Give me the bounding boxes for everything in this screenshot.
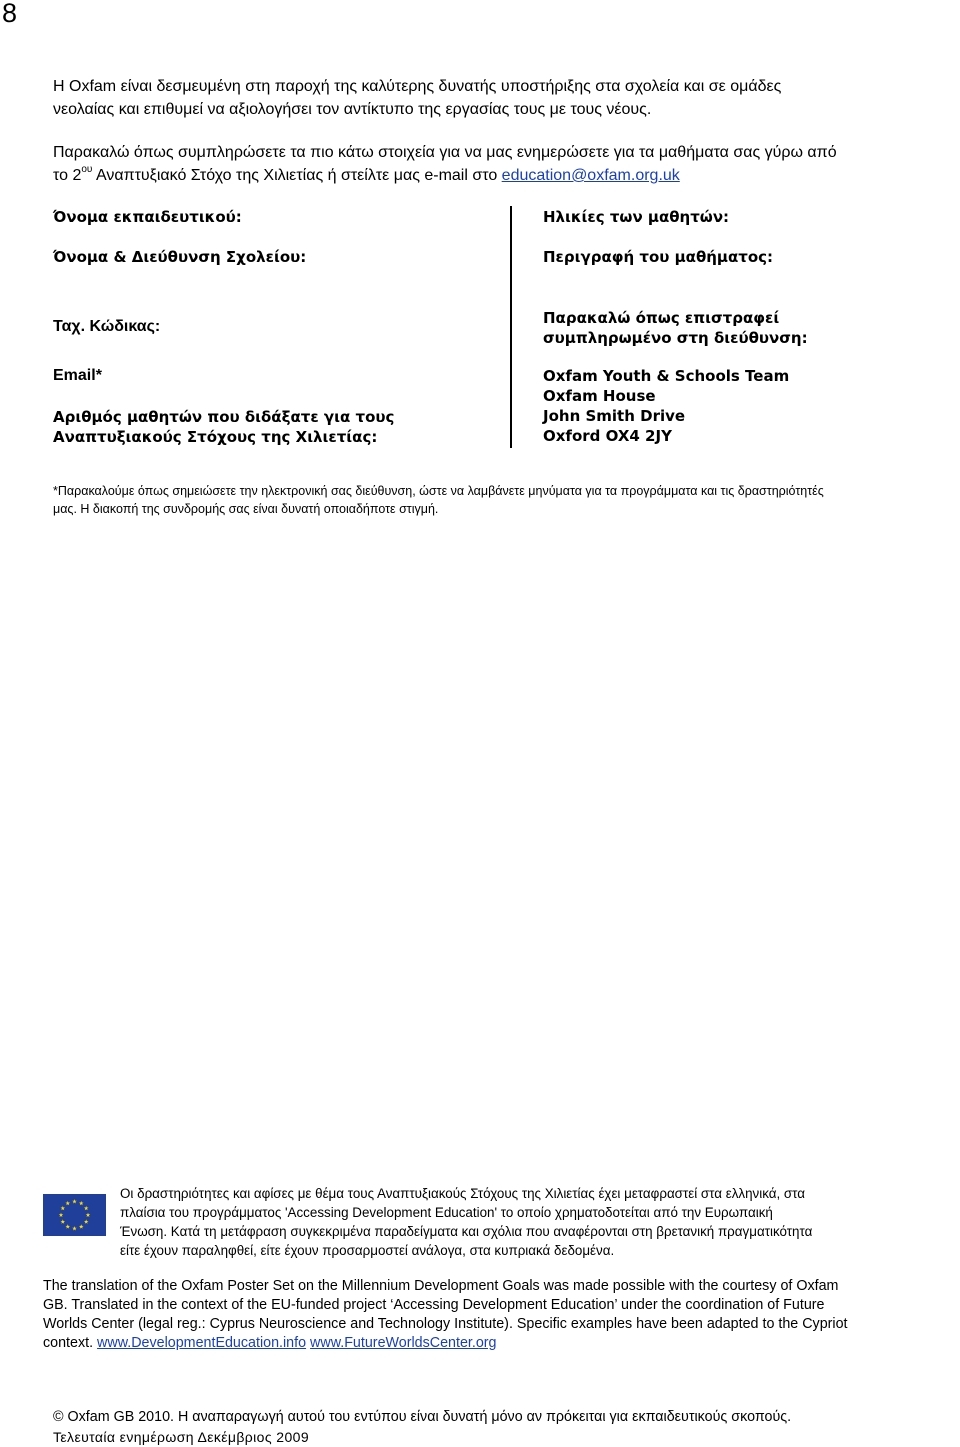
email-link[interactable]: education@oxfam.org.uk	[501, 167, 680, 184]
email-label: Email*	[53, 367, 102, 384]
english-note-line: GB. Translated in the context of the EU-funded project ‘Accessing Development Education’ under the coordination of Future	[43, 1297, 825, 1313]
intro-paragraph-2	[53, 141, 943, 187]
students-count-label	[53, 407, 394, 447]
return-instructions	[543, 308, 808, 348]
english-translation-note	[43, 1277, 948, 1353]
address-line: Oxfam Youth & Schools Team	[543, 367, 790, 385]
page-number: 8	[2, 0, 18, 28]
future-worlds-center-link[interactable]: www.FutureWorldsCenter.org	[310, 1335, 497, 1351]
address-line: John Smith Drive	[543, 407, 686, 425]
teacher-name-label: Όνομα εκπαιδευτικού:	[53, 208, 242, 226]
eu-note-line: είτε έχουν παραληφθεί, είτε έχουν προσαρμοστεί ανάλογα, στα κυπριακά δεδομένα.	[120, 1243, 615, 1258]
postcode-label: Ταχ. Κώδικας:	[53, 318, 161, 335]
return-line: Παρακαλώ όπως επιστραφεί	[543, 309, 780, 327]
intro-line: Η Oxfam είναι δεσμευμένη στη παροχή της καλύτερης δυνατής υποστήριξης στα σχολεία και σε ομάδες	[53, 78, 782, 95]
english-note-text: context.	[43, 1335, 98, 1351]
last-updated: Τελευταία ενημέρωση Δεκέμβριος 2009	[53, 1429, 310, 1445]
english-note-line: The translation of the Oxfam Poster Set on the Millennium Development Goals was made possible with the courtesy of Oxfam	[43, 1278, 839, 1294]
development-education-link[interactable]: www.DevelopmentEducation.info	[97, 1335, 307, 1351]
eu-note-line: Οι δραστηριότητες και αφίσες με θέμα τους Αναπτυξιακούς Στόχους της Χιλιετίας έχει μεταφραστεί στα ελληνικά, στα	[120, 1186, 806, 1201]
intro-line: νεολαίας και επιθυμεί να αξιολογήσει τον αντίκτυπο της εργασίας τους με τους νέους.	[53, 101, 652, 118]
footnote-line: *Παρακαλούμε όπως σημειώσετε την ηλεκτρονική σας διεύθυνση, ώστε να λαμβάνετε μηνύματα για τα προγράμματα και τις δραστηριότητές	[53, 484, 824, 498]
email-footnote	[53, 482, 943, 518]
eu-flag-icon	[43, 1194, 106, 1236]
student-ages-label: Ηλικίες των μαθητών:	[543, 208, 730, 226]
intro-line: Παρακαλώ όπως συμπληρώσετε τα πιο κάτω στοιχεία για να μας ενημερώσετε για τα μαθήματα σας γύρω από	[53, 144, 837, 161]
students-count-line: Αριθμός μαθητών που διδάξατε για τους	[53, 408, 395, 426]
intro-text: το 2	[53, 167, 82, 184]
english-note-line-links	[43, 1334, 948, 1353]
footnote-line: μας. Η διακοπή της συνδρομής σας είναι δυνατή οποιαδήποτε στιγμή.	[53, 502, 439, 516]
return-line: συμπληρωμένο στη διεύθυνση:	[543, 329, 808, 347]
ordinal-superscript: ου	[81, 164, 93, 175]
copyright-notice: © Oxfam GB 2010. Η αναπαραγωγή αυτού του εντύπου είναι δυνατή μόνο αν πρόκειται για εκπαιδευτικούς σκοπούς.	[53, 1409, 792, 1425]
return-address	[543, 366, 789, 446]
eu-note-line: Ένωση. Κατά τη μετάφραση συγκεκριμένα παραδείγματα και σχόλια που αναφέρονται στη βρετανική πραγματικότητα	[120, 1224, 813, 1239]
intro-line-with-email	[53, 164, 943, 187]
school-name-address-label: Όνομα & Διεύθυνση Σχολείου:	[53, 248, 307, 266]
eu-translation-note	[120, 1184, 960, 1260]
intro-paragraph-1	[53, 75, 943, 121]
eu-note-line: πλαίσια του προγράμματος 'Accessing Development Education' το οποίο χρηματοδοτείται από την Ευρωπαική	[120, 1205, 773, 1220]
intro-text: Αναπτυξιακό Στόχο της Χιλιετίας ή στείλτε μας e-mail στο	[92, 167, 502, 184]
address-line: Oxford OX4 2JY	[543, 427, 672, 445]
address-line: Oxfam House	[543, 387, 656, 405]
column-divider	[510, 206, 512, 448]
lesson-description-label: Περιγραφή του μαθήματος:	[543, 248, 774, 266]
students-count-line: Αναπτυξιακούς Στόχους της Χιλιετίας:	[53, 428, 378, 446]
english-note-line: Worlds Center (legal reg.: Cyprus Neuroscience and Technology Institute). Specific examples have been adapted to the Cypriot	[43, 1316, 848, 1332]
